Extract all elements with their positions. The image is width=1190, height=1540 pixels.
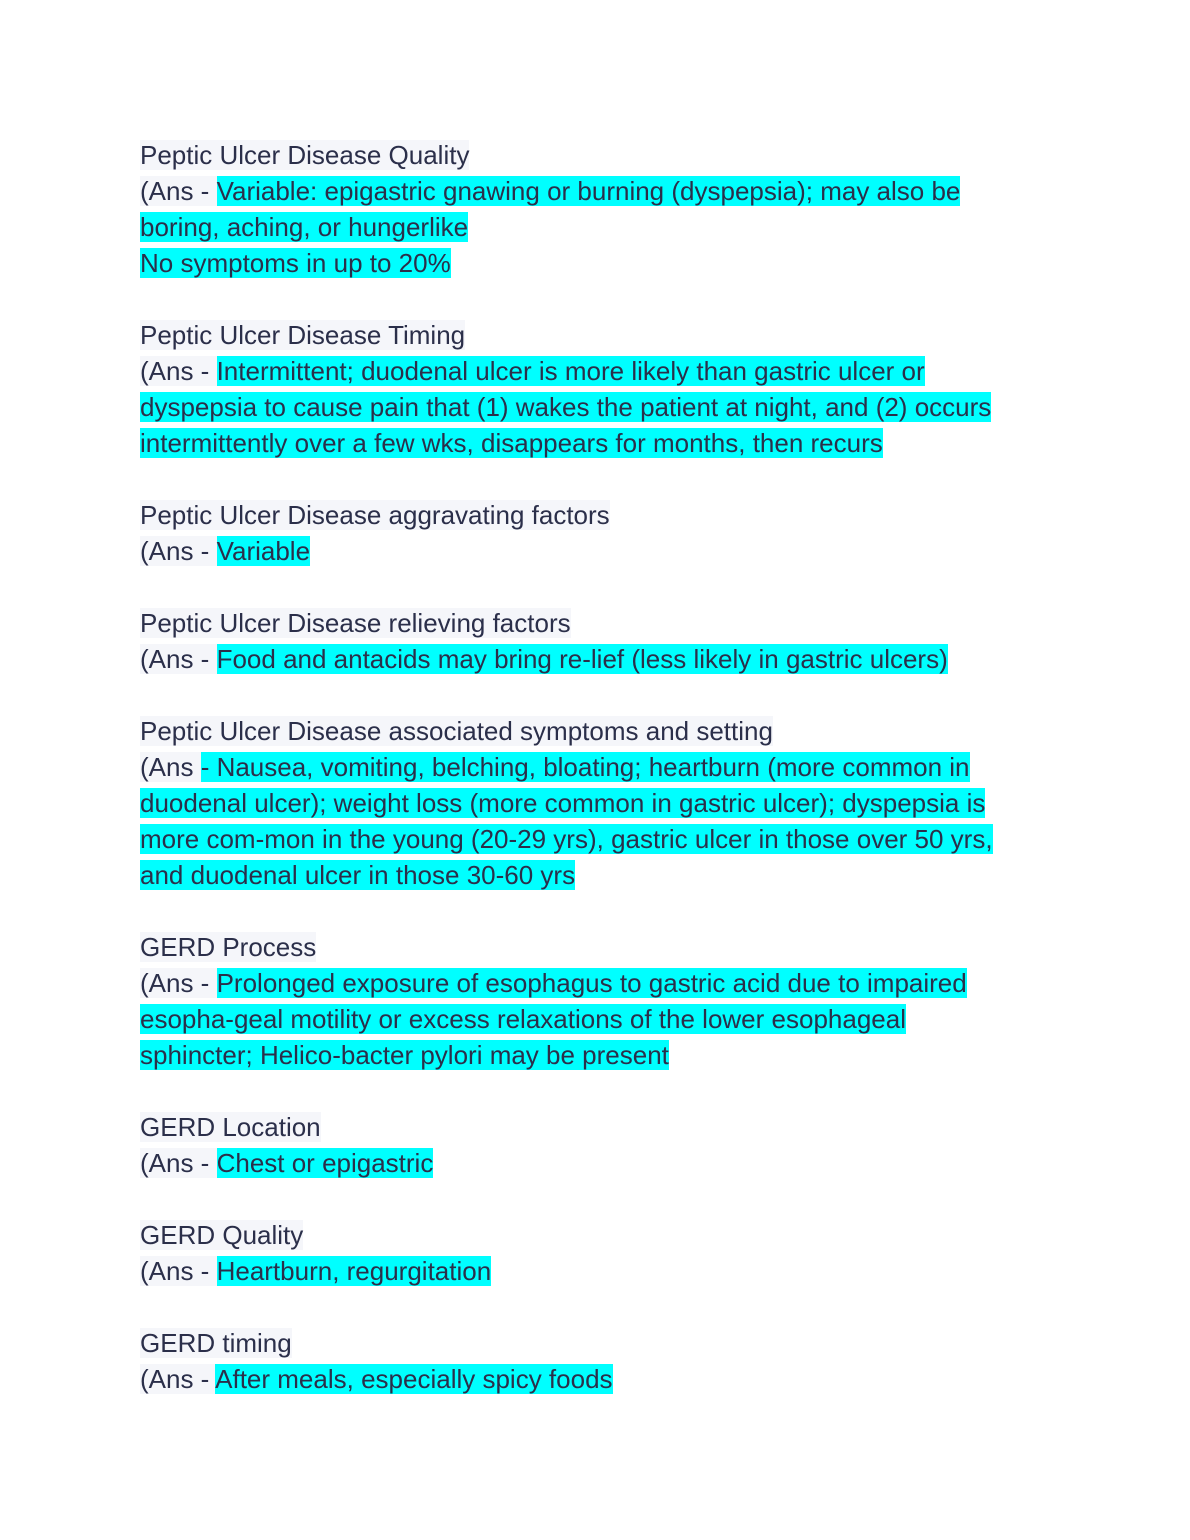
qa-entry — [140, 497, 1050, 569]
answer-line — [140, 1361, 1050, 1397]
answer-prefix: (Ans — [140, 752, 201, 782]
answer-line — [140, 857, 1050, 893]
answer-line — [140, 749, 1050, 785]
question-line — [140, 317, 1050, 353]
qa-entry — [140, 929, 1050, 1073]
question-text: Peptic Ulcer Disease Quality — [140, 140, 470, 170]
answer-line — [140, 1001, 1050, 1037]
question-line — [140, 605, 1050, 641]
answer-text: Prolonged exposure of esophagus to gastric acid due to impaired — [216, 968, 967, 998]
answer-text: Heartburn, regurgitation — [216, 1256, 492, 1286]
answer-prefix: (Ans - — [140, 176, 217, 206]
answer-text: dyspepsia to cause pain that (1) wakes the patient at night, and (2) occurs — [140, 392, 992, 422]
qa-entry — [140, 1109, 1050, 1181]
qa-entry — [140, 317, 1050, 461]
question-text: GERD Location — [140, 1112, 321, 1142]
answer-line — [140, 173, 1050, 209]
answer-text: Chest or epigastric — [216, 1148, 434, 1178]
answer-line — [140, 425, 1050, 461]
answer-line — [140, 1037, 1050, 1073]
answer-line — [140, 965, 1050, 1001]
question-text: Peptic Ulcer Disease associated symptoms and setting — [140, 716, 773, 746]
question-text: GERD timing — [140, 1328, 292, 1358]
question-text: Peptic Ulcer Disease aggravating factors — [140, 500, 610, 530]
answer-prefix: (Ans - — [140, 1364, 216, 1394]
answer-text: duodenal ulcer); weight loss (more common in gastric ulcer); dyspepsia is — [140, 788, 986, 818]
answer-text: Variable: epigastric gnawing or burning (dyspepsia); may also be — [216, 176, 961, 206]
qa-entry — [140, 137, 1050, 281]
question-line — [140, 1217, 1050, 1253]
question-text: GERD Process — [140, 932, 317, 962]
answer-prefix: (Ans - — [140, 644, 217, 674]
answer-line — [140, 353, 1050, 389]
answer-text: - Nausea, vomiting, belching, bloating; heartburn (more common in — [200, 752, 970, 782]
question-line — [140, 137, 1050, 173]
qa-entry — [140, 1325, 1050, 1397]
answer-prefix: (Ans - — [140, 1256, 217, 1286]
answer-prefix: (Ans - — [140, 536, 217, 566]
question-line — [140, 1109, 1050, 1145]
answer-line — [140, 821, 1050, 857]
question-text: Peptic Ulcer Disease relieving factors — [140, 608, 571, 638]
question-line — [140, 1325, 1050, 1361]
answer-text: esopha-geal motility or excess relaxations of the lower esophageal — [140, 1004, 906, 1034]
question-text: GERD Quality — [140, 1220, 304, 1250]
question-line — [140, 929, 1050, 965]
answer-text: and duodenal ulcer in those 30-60 yrs — [140, 860, 576, 890]
answer-line — [140, 785, 1050, 821]
question-text: Peptic Ulcer Disease Timing — [140, 320, 466, 350]
answer-text: boring, aching, or hungerlike — [140, 212, 469, 242]
answer-line — [140, 209, 1050, 245]
answer-prefix: (Ans - — [140, 356, 217, 386]
answer-text: After meals, especially spicy foods — [215, 1364, 613, 1394]
answer-line — [140, 389, 1050, 425]
question-line — [140, 497, 1050, 533]
answer-line — [140, 1253, 1050, 1289]
answer-line — [140, 1145, 1050, 1181]
answer-text: Food and antacids may bring re-lief (less likely in gastric ulcers) — [216, 644, 948, 674]
answer-line — [140, 533, 1050, 569]
answer-line — [140, 641, 1050, 677]
answer-text: more com-mon in the young (20-29 yrs), gastric ulcer in those over 50 yrs, — [140, 824, 993, 854]
answer-text: Variable — [216, 536, 311, 566]
answer-text: No symptoms in up to 20% — [140, 248, 451, 278]
answer-text: Intermittent; duodenal ulcer is more likely than gastric ulcer or — [216, 356, 925, 386]
answer-line — [140, 245, 1050, 281]
document-page — [140, 137, 1050, 1433]
qa-entry — [140, 1217, 1050, 1289]
answer-text: intermittently over a few wks, disappears for months, then recurs — [140, 428, 883, 458]
qa-entry — [140, 713, 1050, 893]
question-line — [140, 713, 1050, 749]
qa-entry — [140, 605, 1050, 677]
answer-text: sphincter; Helico-bacter pylori may be present — [140, 1040, 669, 1070]
answer-prefix: (Ans - — [140, 968, 217, 998]
answer-prefix: (Ans - — [140, 1148, 217, 1178]
